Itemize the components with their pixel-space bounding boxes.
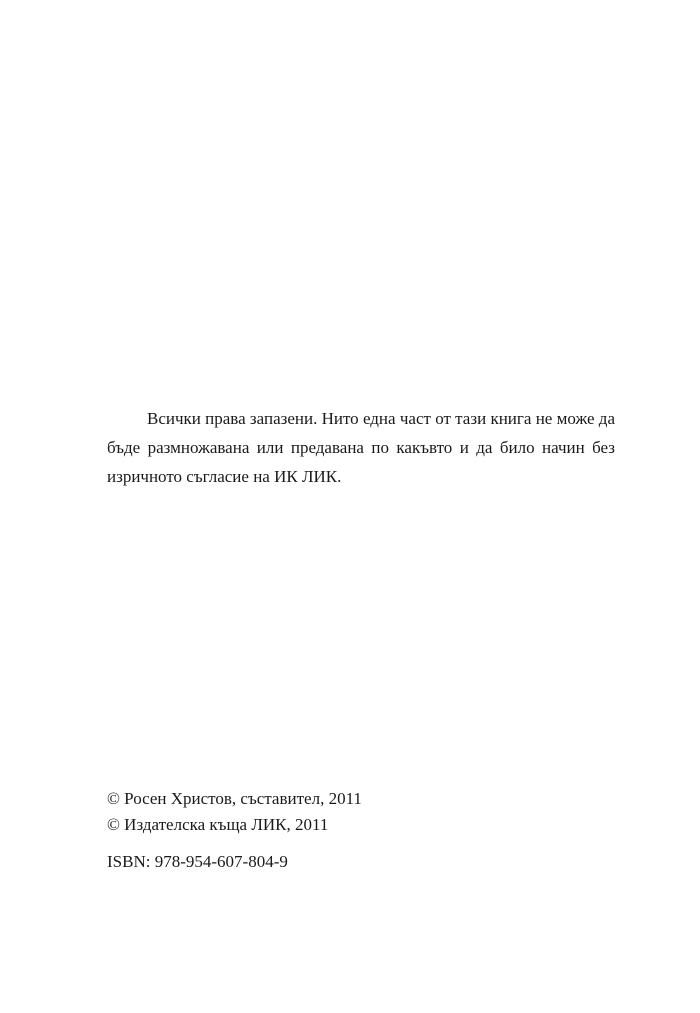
isbn: ISBN: 978-954-607-804-9 (107, 852, 288, 871)
rights-notice: Всички права запазени. Нито една част от тази книга не може да бъде размножавана или предавана по какъвто и да било начин без изричното съгласие на ИК ЛИК. (107, 409, 615, 486)
copyright-notices (107, 786, 615, 838)
copyright-publisher: © Издателска къща ЛИК, 2011 (107, 815, 329, 834)
copyright-compiler: © Росен Христов, съставител, 2011 (107, 789, 362, 808)
